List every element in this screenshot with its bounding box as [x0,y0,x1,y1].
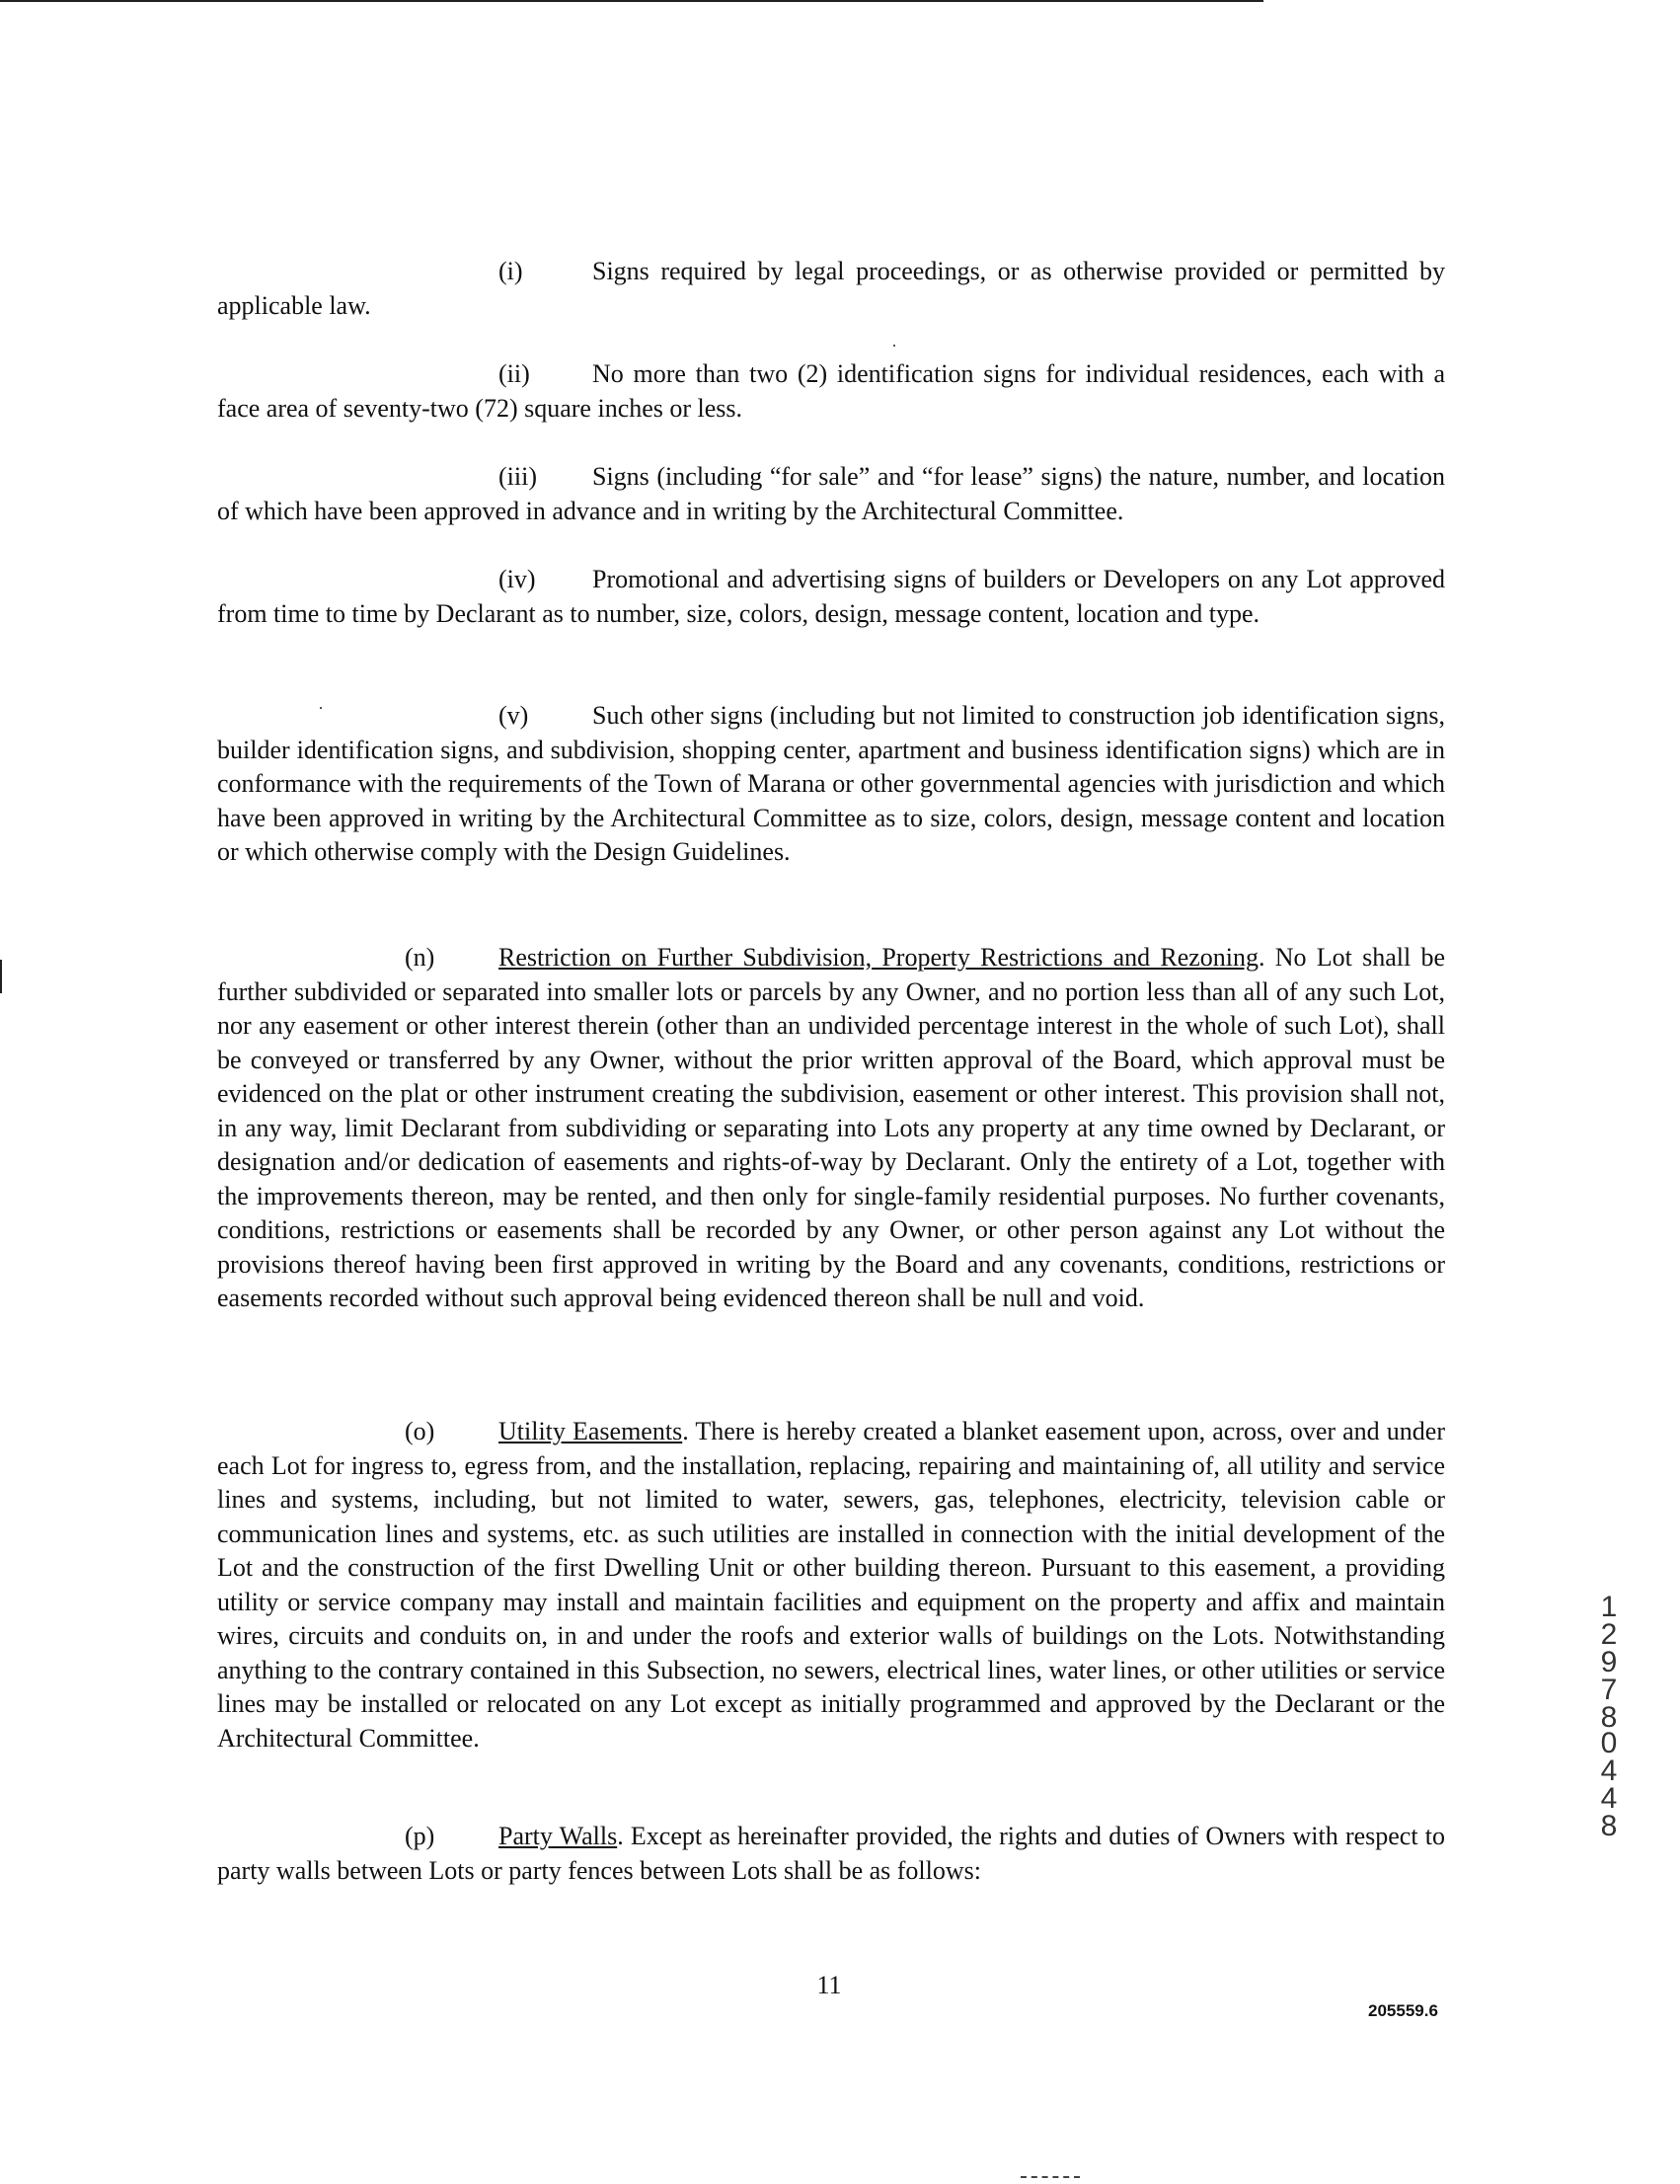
item-number: (iv) [498,565,536,593]
section-text: There is hereby created a blanket easement upon, across, over and under each Lot for ingress to, egress from, and the installation, replacing, repairing and maintaining of, all utility and service lines and systems, including, but not limited to water, sewers, gas, telephones, electricity, television cable or communication lines and systems, etc. as such utilities are installed in connection with the initial development of the Lot and the construction of the first Dwelling Unit or other building thereon. Pursuant to this easement, a providing utility or service company may install and maintain facilities and equipment on the property and affix and maintain wires, circuits and conduits on, in and under the roofs and exterior walls of buildings on the Lots. Notwithstanding anything to the contrary contained in this Subsection, no sewers, electrical lines, water lines, or other utilities or service lines may be installed or relocated on any Lot except as initially programmed and approved by the Declarant or the Architectural Committee. [217,1417,1445,1753]
item-text: No more than two (2) identification signs for individual residences, each with a face area of seventy-two (72) square inches or less. [217,359,1445,423]
item-text: Signs required by legal proceedings, or as otherwise provided or permitted by applicable law. [217,257,1445,320]
section-heading: Restriction on Further Subdivision, Property Restrictions and Rezoning [498,943,1259,972]
item-number: (i) [498,257,523,285]
sign-exception-i [217,255,1445,323]
left-edge-mark [0,960,2,993]
item-text: Such other signs (including but not limited to construction job identification signs, builder identification signs, and subdivision, shopping center, apartment and business identification signs) which are in conformance with the requirements of the Town of Marana or other governmental agencies with jurisdiction and which have been approved in writing by the Architectural Committee as to size, colors, design, message content and location or which otherwise comply with the Design Guidelines. [217,701,1445,866]
scan-speck [893,345,895,347]
section-heading: Utility Easements [498,1417,683,1445]
item-text: Promotional and advertising signs of builders or Developers on any Lot approved from time to time by Declarant as to number, size, colors, design, message content, location and type. [217,565,1445,628]
section-n-subdivision: (n) Restriction on Further Subdivision, Property Restrictions and Rezoning. No Lot shall be further subdivided or separated into smaller lots or parcels by any Owner, and no portion less than all of any such Lot, nor any easement or other interest therein (other than an undivided percentage interest in the whole of such Lot), shall be conveyed or transferred by any Owner, without the prior written approval of the Board, which approval must be evidenced on the plat or other instrument creating the subdivision, easement or other interest. This provision shall not, in any way, limit Declarant from subdividing or separating into Lots any property at any time owned by Declarant, or designation and/or dedication of easements and rights-of-way by Declarant. Only the entirety of a Lot, together with the improvements thereon, may be rented, and then only for single-family residential purposes. No further covenants, conditions, restrictions or easements shall be recorded by any Owner, or other person against any Lot without the provisions thereof having been first approved in writing by the Board and any covenants, conditions, restrictions or easements recorded without such approval being evidenced thereon shall be null and void. [217,943,1445,1312]
sign-exception-iii [217,460,1445,528]
item-number: (ii) [498,359,530,388]
sign-exception-ii [217,357,1445,426]
sign-exception-iv [217,563,1445,631]
sign-exception-v [217,699,1445,870]
bottom-edge-mark [1021,2176,1080,2182]
section-text: No Lot shall be further subdivided or separated into smaller lots or parcels by any Owner, and no portion less than all of any such Lot, nor any easement or other interest therein (other than an undivided percentage interest in the whole of such Lot), shall be conveyed or transferred by any Owner, without the prior written approval of the Board, which approval must be evidenced on the plat or other instrument creating the subdivision, easement or other interest. This provision shall not, in any way, limit Declarant from subdividing or separating into Lots any property at any time owned by Declarant, or designation and/or dedication of easements and rights-of-way by Declarant. Only the entirety of a Lot, together with the improvements thereon, may be rented, and then only for single-family residential purposes. No further covenants, conditions, restrictions or easements shall be recorded by any Owner, or other person against any Lot without the provisions thereof having been first approved in writing by the Board and any covenants, conditions, restrictions or easements recorded without such approval being evidenced thereon shall be null and void. [217,943,1445,1312]
recording-stamp-top [1589,1591,1629,1734]
stamp-digits: 0 4 4 8 [1600,1727,1618,1842]
page-number: 11 [816,1971,842,1999]
section-letter: (o) [405,1417,435,1445]
section-text: Except as hereinafter provided, the rights and duties of Owners with respect to party walls between Lots or party fences between Lots shall be as follows: [217,1822,1445,1885]
item-number: (v) [498,701,529,730]
section-o-utility-easements: (o) Utility Easements. There is hereby created a blanket easement upon, across, over and under each Lot for ingress to, egress from, and the installation, replacing, repairing and maintaining of, all utility and service lines and systems, including, but not limited to water, sewers, gas, telephones, electricity, television cable or communication lines and systems, etc. as such utilities are installed in connection with the initial development of the Lot and the construction of the first Dwelling Unit or other building thereon. Pursuant to this easement, a providing utility or service company may install and maintain facilities and equipment on the property and affix and maintain wires, circuits and conduits on, in and under the roofs and exterior walls of buildings on the Lots. Notwithstanding anything to the contrary contained in this Subsection, no sewers, electrical lines, water lines, or other utilities or service lines may be installed or relocated on any Lot except as initially programmed and approved by the Declarant or the Architectural Committee. [217,1417,1445,1753]
section-letter: (p) [405,1822,435,1850]
document-id: 205559.6 [1368,2001,1438,2020]
section-letter: (n) [405,943,435,972]
section-p-party-walls: (p) Party Walls. Except as hereinafter provided, the rights and duties of Owners with respect to party walls between Lots or party fences between Lots shall be as follows: [217,1822,1445,1885]
item-number: (iii) [498,462,537,491]
stamp-digits: 1 2 9 7 8 [1600,1591,1618,1734]
section-heading: Party Walls [498,1822,618,1850]
item-text: Signs (including “for sale” and “for lease” signs) the nature, number, and location of which have been approved in advance and in writing by the Architectural Committee. [217,462,1445,525]
recording-stamp-bottom [1589,1727,1629,1842]
top-border-line [0,0,1263,2]
